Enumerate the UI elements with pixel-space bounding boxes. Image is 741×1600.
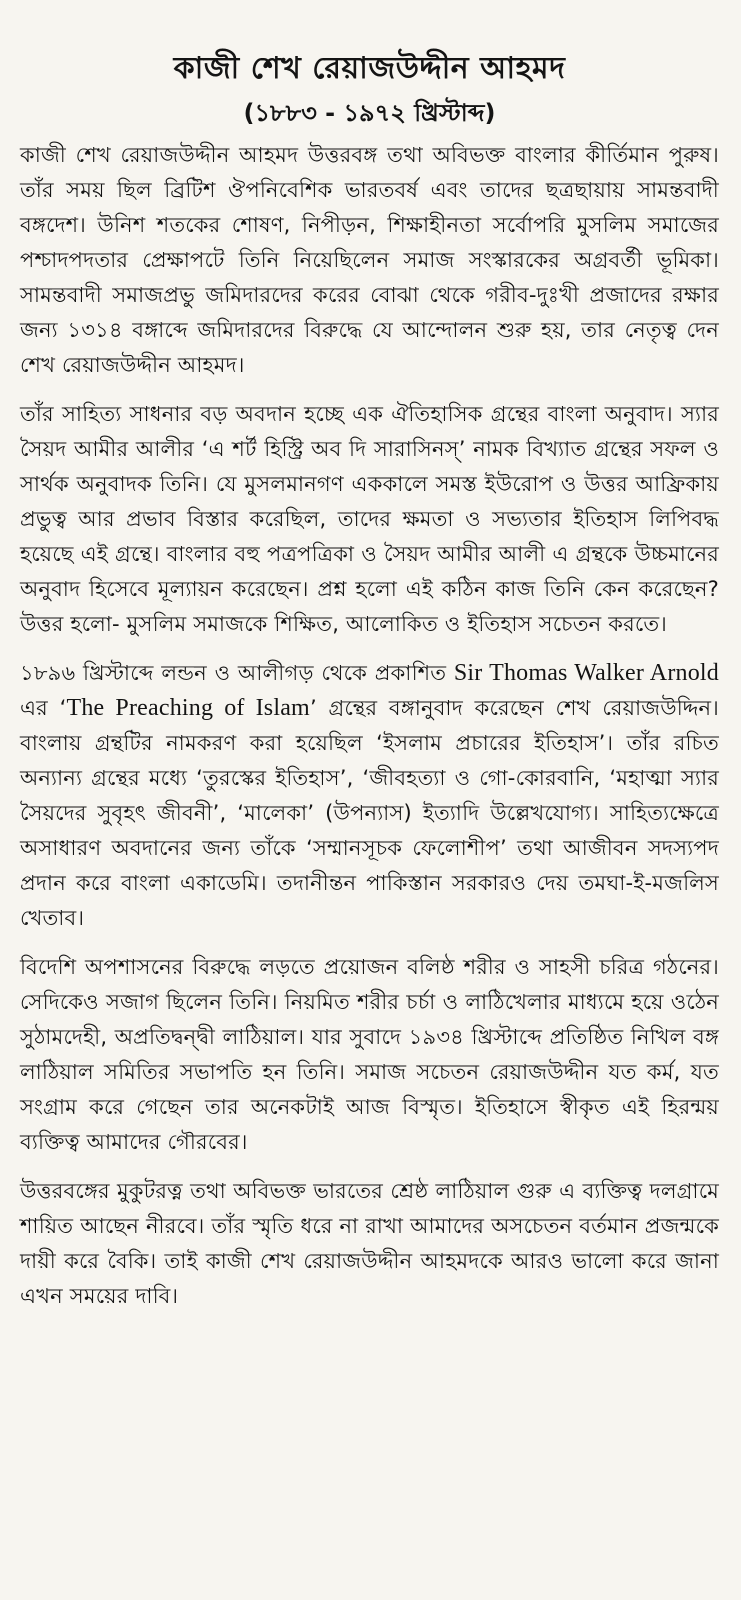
paragraph-conclusion: উত্তরবঙ্গের মুকুটরত্ন তথা অবিভক্ত ভারতের শ্রেষ্ঠ লাঠিয়াল গুরু এ ব্যক্তিত্ব দলগ্রামে শায়িত আছেন নীরবে। তাঁর স্মৃতি ধরে না রাখা আমাদের অসচেতন বর্তমান প্রজন্মকে দায়ী করে বৈকি। তাই কাজী শেখ রেয়াজউদ্দীন আহমদকে আরও ভালো করে জানা এখন সময়ের দাবি। (20, 1179, 719, 1308)
paragraph-translations-text-2: এর ‘ (20, 696, 67, 720)
paragraph-translations-text-3: ’ গ্রন্থের বঙ্গানুবাদ করেছেন শেখ রেয়াজউদ্দিন। বাংলায় গ্রন্থটির নামকরণ করা হয়েছিল ‘ইসলাম প্রচারের ইতিহাস’। তাঁর রচিত অন্যান্য গ্রন্থের মধ্যে ‘তুরস্কের ইতিহাস’, ‘জীবহত্যা ও গো-কোরবানি, ‘মহাত্মা স্যার সৈয়দের সুবৃহৎ জীবনী’, ‘মালেকা’ (উপন্যাস) ইত্যাদি উল্লেখযোগ্য। সাহিত্যক্ষেত্রে অসাধারণ অবদানের জন্য তাঁকে ‘সম্মানসূচক ফেলোশীপ’ তথা আজীবন সদস্যপদ প্রদান করে বাংলা একাডেমি। তদানীন্তন পাকিস্তান সরকারও দেয় তমঘা-ই-মজলিস খেতাব। (20, 696, 719, 930)
paragraph-intro: কাজী শেখ রেয়াজউদ্দীন আহমদ উত্তরবঙ্গ তথা অবিভক্ত বাংলার কীর্তিমান পুরুষ। তাঁর সময় ছিল ব্রিটিশ ঔপনিবেশিক ভারতবর্ষ এবং তাদের ছত্রছায়ায় সামন্তবাদী বঙ্গদেশ। উনিশ শতকের শোষণ, নিপীড়ন, শিক্ষাহীনতা সর্বোপরি মুসলিম সমাজের পশ্চাদপদতার প্রেক্ষাপটে তিনি নিয়েছিলেন সমাজ সংস্কারকের অগ্রবর্তী ভূমিকা। সামন্তবাদী সমাজপ্রভু জমিদারদের করের বোঝা থেকে গরীব-দুঃখী প্রজাদের রক্ষার জন্য ১৩১৪ বঙ্গাব্দে জমিদারদের বিরুদ্ধে যে আন্দোলন শুরু হয়, তার নেতৃত্ব দেন শেখ রেয়াজউদ্দীন আহমদ। (20, 143, 719, 377)
author-name-latin: Sir Thomas Walker Arnold (453, 660, 719, 686)
paragraph-literary-work: তাঁর সাহিত্য সাধনার বড় অবদান হচ্ছে এক ঐতিহাসিক গ্রন্থের বাংলা অনুবাদ। স্যার সৈয়দ আমীর আলীর ‘এ শর্ট হিস্ট্রি অব দি সারাসিনস্’ নামক বিখ্যাত গ্রন্থের সফল ও সার্থক অনুবাদক তিনি। যে মুসলমানগণ এককালে সমস্ত ইউরোপ ও উত্তর আফ্রিকায় প্রভুত্ব আর প্রভাব বিস্তার করেছিল, তাদের ক্ষমতা ও সভ্যতার ইতিহাস লিপিবদ্ধ হয়েছে এই গ্রন্থে। বাংলার বহু পত্রপত্রিকা ও সৈয়দ আমীর আলী এ গ্রন্থকে উচ্চমানের অনুবাদ হিসেবে মূল্যায়ন করেছেন। প্রশ্ন হলো এই কঠিন কাজ তিনি কেন করেছেন? উত্তর হলো- মুসলিম সমাজকে শিক্ষিত, আলোকিত ও ইতিহাস সচেতন করতে। (20, 402, 719, 636)
document-title: কাজী শেখ রেয়াজউদ্দীন আহমদ (173, 51, 566, 86)
paragraph-lathiyal: বিদেশি অপশাসনের বিরুদ্ধে লড়তে প্রয়োজন বলিষ্ঠ শরীর ও সাহসী চরিত্র গঠনের। সেদিকেও সজাগ ছিলেন তিনি। নিয়মিত শরীর চর্চা ও লাঠিখেলার মাধ্যমে হয়ে ওঠেন সুঠামদেহী, অপ্রতিদ্বন্দ্বী লাঠিয়াল। যার সুবাদে ১৯৩৪ খ্রিস্টাব্দে প্রতিষ্ঠিত নিখিল বঙ্গ লাঠিয়াল সমিতির সভাপতি হন তিনি। সমাজ সচেতন রেয়াজউদ্দীন যত কর্ম, যত সংগ্রাম করে গেছেন তার অনেকটাই আজ বিস্মৃত। ইতিহাসে স্বীকৃত এই হিরন্ময় ব্যক্তিত্ব আমাদের গৌরবের। (20, 955, 719, 1154)
paragraph-translations-text-1: ১৮৯৬ খ্রিস্টাব্দে লন্ডন ও আলীগড় থেকে প্রকাশিত (20, 661, 454, 685)
book-title-latin: The Preaching of Islam (66, 695, 310, 721)
document-subtitle-years: (১৮৮৩ - ১৯৭২ খ্রিস্টাব্দ) (243, 99, 496, 127)
paragraph-translations (20, 656, 719, 936)
